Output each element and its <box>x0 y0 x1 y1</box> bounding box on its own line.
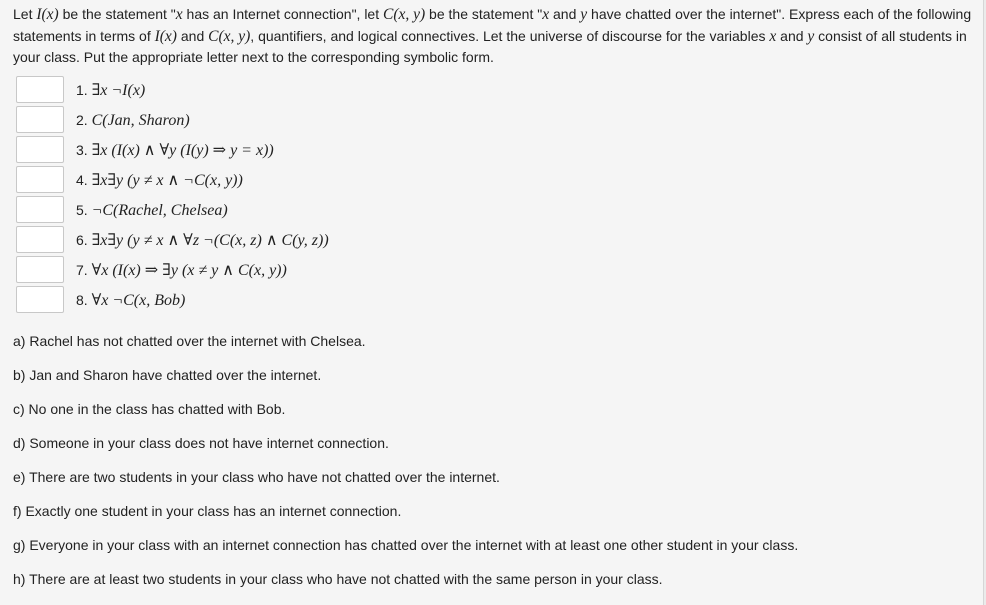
question-intro <box>13 4 979 68</box>
intro-math: x <box>175 6 183 23</box>
intro-text: be the statement " <box>58 6 176 22</box>
match-label-4 <box>76 171 243 190</box>
match-label-3 <box>76 141 274 160</box>
match-label-8 <box>76 291 185 310</box>
answer-input-1[interactable] <box>16 76 64 103</box>
answer-input-2[interactable] <box>16 106 64 133</box>
answer-input-3[interactable] <box>16 136 64 163</box>
statement-c: c) No one in the class has chatted with Bob. <box>13 401 286 417</box>
symbolic-formula: ∃x∃y (y ≠ x ∧ ∀z ¬(C(x, z) ∧ C(y, z)) <box>91 232 329 249</box>
intro-text: have chatted over the internet". Express each of the following statements in terms of <box>13 6 972 44</box>
statement-g: g) Everyone in your class with an internet connection has chatted over the internet with at least one other student in your class. <box>13 537 799 553</box>
intro-text: and <box>176 27 209 44</box>
match-label-5 <box>76 201 228 220</box>
answer-input-8[interactable] <box>16 286 64 313</box>
intro-text: and <box>549 6 581 22</box>
match-number: 4. <box>76 172 88 188</box>
statement-e: e) There are two students in your class who have not chatted over the internet. <box>13 469 500 485</box>
intro-text: , quantifiers, and logical connectives. Let the universe of discourse for the variables <box>250 27 770 44</box>
match-label-6 <box>76 231 329 250</box>
match-number: 2. <box>76 112 88 128</box>
intro-text: consist of all students in your class. Put the appropriate letter next to the corresponding symbolic form. <box>13 27 967 65</box>
intro-text: Let <box>13 6 37 22</box>
intro-math: x <box>769 27 777 45</box>
match-label-2 <box>76 111 190 130</box>
intro-math: y <box>580 6 588 23</box>
intro-text: be the statement " <box>425 6 543 22</box>
statement-f: f) Exactly one student in your class has an internet connection. <box>13 503 402 519</box>
english-statements-list <box>13 333 798 605</box>
answer-input-7[interactable] <box>16 256 64 283</box>
intro-math: C(x, y) <box>208 27 251 45</box>
statement-a: a) Rachel has not chatted over the internet with Chelsea. <box>13 333 366 349</box>
match-number: 3. <box>76 142 88 158</box>
intro-math: y <box>807 27 815 45</box>
statement-h: h) There are at least two students in your class who have not chatted with the same person in your class. <box>13 571 663 587</box>
symbolic-formula: ∀x (I(x) ⇒ ∃y (x ≠ y ∧ C(x, y)) <box>91 262 287 279</box>
answer-input-6[interactable] <box>16 226 64 253</box>
intro-math: I(x) <box>154 27 177 45</box>
match-number: 5. <box>76 202 88 218</box>
intro-math: C(x, y) <box>383 6 426 23</box>
match-label-7 <box>76 261 287 280</box>
answer-input-4[interactable] <box>16 166 64 193</box>
intro-text: and <box>776 27 808 44</box>
symbolic-formula: C(Jan, Sharon) <box>91 112 190 129</box>
match-number: 8. <box>76 292 88 308</box>
match-number: 1. <box>76 82 88 98</box>
match-number: 6. <box>76 232 88 248</box>
symbolic-formula: ∃x (I(x) ∧ ∀y (I(y) ⇒ y = x)) <box>91 142 274 159</box>
symbolic-formula: ∃x∃y (y ≠ x ∧ ¬C(x, y)) <box>91 172 243 189</box>
symbolic-formula: ¬C(Rachel, Chelsea) <box>91 202 228 219</box>
intro-text: has an Internet connection", let <box>182 6 383 22</box>
match-number: 7. <box>76 262 88 278</box>
intro-math: x <box>542 6 550 23</box>
match-label-1 <box>76 81 145 100</box>
statement-b: b) Jan and Sharon have chatted over the internet. <box>13 367 322 383</box>
symbolic-formula: ∀x ¬C(x, Bob) <box>91 292 186 309</box>
answer-input-5[interactable] <box>16 196 64 223</box>
statement-d: d) Someone in your class does not have internet connection. <box>13 435 389 451</box>
intro-math: I(x) <box>36 6 59 23</box>
symbolic-formula: ∃x ¬I(x) <box>91 82 146 99</box>
